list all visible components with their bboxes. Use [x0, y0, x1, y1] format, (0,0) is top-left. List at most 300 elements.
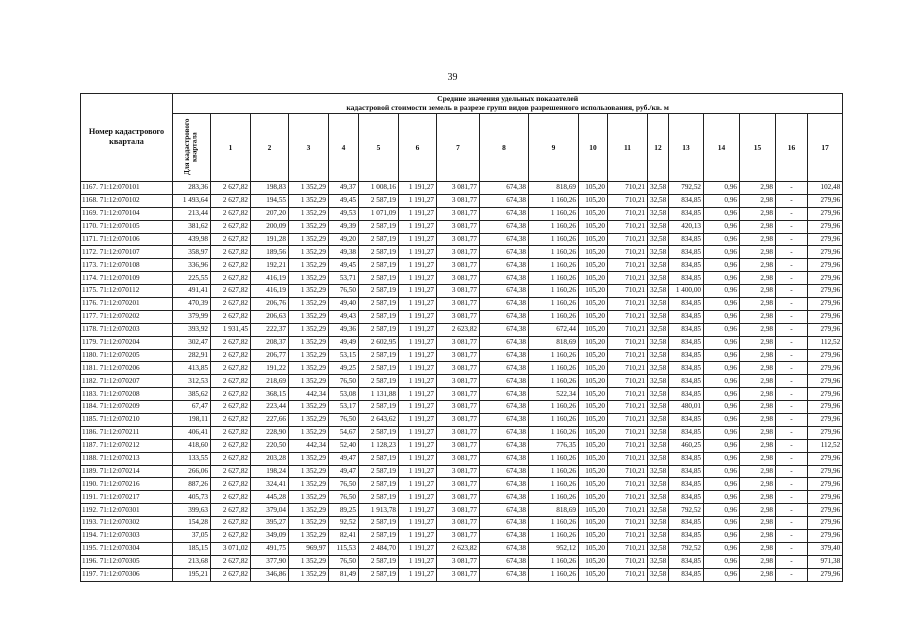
value-cell: - — [776, 517, 808, 530]
value-cell: 207,20 — [251, 207, 289, 220]
table-row — [81, 414, 843, 427]
value-cell: 710,21 — [608, 542, 648, 555]
value-cell: 834,85 — [669, 568, 704, 581]
value-cell: 2 587,19 — [359, 568, 399, 581]
value-cell: 49,36 — [329, 323, 359, 336]
value-cell: 2 627,82 — [211, 452, 251, 465]
value-cell: 834,85 — [669, 555, 704, 568]
value-cell: 0,96 — [704, 530, 740, 543]
value-cell: 3 081,77 — [437, 555, 480, 568]
group-header-14: 14 — [704, 113, 740, 181]
value-cell: 2 627,82 — [211, 246, 251, 259]
value-cell: 2,98 — [740, 246, 776, 259]
value-cell: 2,98 — [740, 426, 776, 439]
value-cell: 279,96 — [808, 246, 843, 259]
value-cell: 3 081,77 — [437, 401, 480, 414]
value-cell: 1 191,27 — [399, 181, 437, 194]
value-cell: 445,28 — [251, 491, 289, 504]
value-cell: 1 160,26 — [529, 272, 579, 285]
value-cell: 279,96 — [808, 362, 843, 375]
value-cell: 105,20 — [579, 181, 608, 194]
table-row — [81, 530, 843, 543]
quarter-cell: 1193. 71:12:070302 — [81, 517, 173, 530]
value-cell: 1 352,29 — [289, 246, 329, 259]
value-cell: 0,96 — [704, 349, 740, 362]
value-cell: 0,96 — [704, 568, 740, 581]
value-cell: 674,38 — [480, 439, 529, 452]
value-cell: 0,96 — [704, 207, 740, 220]
value-cell: 2 587,19 — [359, 297, 399, 310]
value-cell: 1 160,26 — [529, 517, 579, 530]
value-cell: 1 191,27 — [399, 478, 437, 491]
value-cell: 470,39 — [173, 297, 211, 310]
value-cell: 1 160,26 — [529, 259, 579, 272]
value-cell: 674,38 — [480, 220, 529, 233]
value-cell: 834,85 — [669, 452, 704, 465]
value-cell: 92,52 — [329, 517, 359, 530]
value-cell: 2 627,82 — [211, 491, 251, 504]
value-cell: 2 627,82 — [211, 349, 251, 362]
value-cell: 105,20 — [579, 297, 608, 310]
value-cell: 1 191,27 — [399, 336, 437, 349]
value-cell: 32,58 — [648, 517, 669, 530]
value-cell: 491,41 — [173, 285, 211, 298]
value-cell: 279,96 — [808, 426, 843, 439]
value-cell: 674,38 — [480, 530, 529, 543]
value-cell: 969,97 — [289, 542, 329, 555]
value-cell: 228,90 — [251, 426, 289, 439]
value-cell: 185,15 — [173, 542, 211, 555]
value-cell: 3 081,77 — [437, 272, 480, 285]
group-header-17: 17 — [808, 113, 843, 181]
value-cell: 282,91 — [173, 349, 211, 362]
value-cell: 1 352,29 — [289, 401, 329, 414]
value-cell: 223,44 — [251, 401, 289, 414]
quarter-value-header — [173, 113, 211, 181]
value-cell: 2,98 — [740, 530, 776, 543]
quarter-cell: 1167. 71:12:070101 — [81, 181, 173, 194]
value-cell: 393,92 — [173, 323, 211, 336]
value-cell: 674,38 — [480, 207, 529, 220]
quarter-cell: 1182. 71:12:070207 — [81, 375, 173, 388]
table-body — [81, 181, 843, 581]
value-cell: 1 071,09 — [359, 207, 399, 220]
quarter-value-header-text: Для кадастрового квартала — [183, 118, 199, 175]
value-cell: 54,67 — [329, 426, 359, 439]
value-cell: 2 627,82 — [211, 517, 251, 530]
value-cell: 133,55 — [173, 452, 211, 465]
value-cell: 887,26 — [173, 478, 211, 491]
value-cell: 1 352,29 — [289, 349, 329, 362]
value-cell: 834,85 — [669, 310, 704, 323]
value-cell: - — [776, 478, 808, 491]
value-cell: - — [776, 349, 808, 362]
group-header-11: 11 — [608, 113, 648, 181]
value-cell: 2 627,82 — [211, 336, 251, 349]
value-cell: 105,20 — [579, 452, 608, 465]
value-cell: 674,38 — [480, 336, 529, 349]
value-cell: 49,20 — [329, 233, 359, 246]
value-cell: 213,68 — [173, 555, 211, 568]
value-cell: - — [776, 233, 808, 246]
value-cell: - — [776, 426, 808, 439]
group-header-15: 15 — [740, 113, 776, 181]
value-cell: 105,20 — [579, 504, 608, 517]
value-cell: 105,20 — [579, 349, 608, 362]
value-cell: 49,37 — [329, 181, 359, 194]
value-cell: 312,53 — [173, 375, 211, 388]
value-cell: 710,21 — [608, 555, 648, 568]
value-cell: 32,58 — [648, 194, 669, 207]
value-cell: 1 191,27 — [399, 349, 437, 362]
table-row — [81, 310, 843, 323]
value-cell: - — [776, 194, 808, 207]
quarter-cell: 1171. 71:12:070106 — [81, 233, 173, 246]
value-cell: 279,96 — [808, 349, 843, 362]
value-cell: 76,50 — [329, 375, 359, 388]
value-cell: 674,38 — [480, 362, 529, 375]
value-cell: 1 352,29 — [289, 285, 329, 298]
value-cell: 2 623,82 — [437, 323, 480, 336]
value-cell: 385,62 — [173, 388, 211, 401]
value-cell: 1 191,27 — [399, 439, 437, 452]
quarter-cell: 1178. 71:12:070203 — [81, 323, 173, 336]
quarter-cell: 1191. 71:12:070217 — [81, 491, 173, 504]
value-cell: 279,96 — [808, 401, 843, 414]
value-cell: 710,21 — [608, 336, 648, 349]
value-cell: 1 160,26 — [529, 220, 579, 233]
value-cell: 710,21 — [608, 517, 648, 530]
value-cell: 283,36 — [173, 181, 211, 194]
value-cell: 834,85 — [669, 233, 704, 246]
value-cell: 0,96 — [704, 375, 740, 388]
quarter-cell: 1175. 71:12:070112 — [81, 285, 173, 298]
value-cell: 3 081,77 — [437, 181, 480, 194]
value-cell: 32,58 — [648, 297, 669, 310]
value-cell: 81,49 — [329, 568, 359, 581]
value-cell: 32,58 — [648, 439, 669, 452]
quarter-cell: 1185. 71:12:070210 — [81, 414, 173, 427]
value-cell: 32,58 — [648, 310, 669, 323]
value-cell: - — [776, 401, 808, 414]
value-cell: 32,58 — [648, 414, 669, 427]
value-cell: - — [776, 542, 808, 555]
value-cell: 0,96 — [704, 555, 740, 568]
value-cell: 0,96 — [704, 194, 740, 207]
value-cell: 792,52 — [669, 181, 704, 194]
value-cell: 834,85 — [669, 246, 704, 259]
value-cell: 2,98 — [740, 285, 776, 298]
group-header-6: 6 — [399, 113, 437, 181]
value-cell: 1 352,29 — [289, 375, 329, 388]
value-cell: 834,85 — [669, 323, 704, 336]
value-cell: 2,98 — [740, 349, 776, 362]
value-cell: 674,38 — [480, 491, 529, 504]
value-cell: 834,85 — [669, 517, 704, 530]
value-cell: 32,58 — [648, 272, 669, 285]
value-cell: 49,45 — [329, 194, 359, 207]
value-cell: 2 587,19 — [359, 555, 399, 568]
value-cell: 32,58 — [648, 259, 669, 272]
value-cell: 76,50 — [329, 478, 359, 491]
quarter-cell: 1170. 71:12:070105 — [81, 220, 173, 233]
value-cell: 105,20 — [579, 426, 608, 439]
value-cell: 834,85 — [669, 259, 704, 272]
value-cell: 279,96 — [808, 388, 843, 401]
value-cell: 834,85 — [669, 362, 704, 375]
value-cell: 105,20 — [579, 491, 608, 504]
value-cell: 2 627,82 — [211, 207, 251, 220]
value-cell: 3 081,77 — [437, 259, 480, 272]
value-cell: 279,96 — [808, 491, 843, 504]
value-cell: 1 352,29 — [289, 465, 329, 478]
value-cell: 0,96 — [704, 478, 740, 491]
value-cell: 3 081,77 — [437, 297, 480, 310]
value-cell: 2,98 — [740, 220, 776, 233]
value-cell: 154,28 — [173, 517, 211, 530]
value-cell: 2,98 — [740, 478, 776, 491]
value-cell: 1 191,27 — [399, 285, 437, 298]
table-row — [81, 452, 843, 465]
quarter-cell: 1169. 71:12:070104 — [81, 207, 173, 220]
value-cell: 32,58 — [648, 362, 669, 375]
value-cell: 1 131,88 — [359, 388, 399, 401]
value-cell: 1 191,27 — [399, 220, 437, 233]
value-cell: 1 160,26 — [529, 310, 579, 323]
table-row — [81, 491, 843, 504]
value-cell: 1 191,27 — [399, 555, 437, 568]
value-cell: 1 352,29 — [289, 504, 329, 517]
value-cell: 49,39 — [329, 220, 359, 233]
value-cell: 674,38 — [480, 465, 529, 478]
value-cell: - — [776, 439, 808, 452]
value-cell: 710,21 — [608, 478, 648, 491]
value-cell: 2,98 — [740, 272, 776, 285]
value-cell: 420,13 — [669, 220, 704, 233]
value-cell: 1 191,27 — [399, 426, 437, 439]
group-header-8: 8 — [480, 113, 529, 181]
value-cell: - — [776, 491, 808, 504]
value-cell: 0,96 — [704, 272, 740, 285]
value-cell: 2,98 — [740, 465, 776, 478]
value-cell: 52,40 — [329, 439, 359, 452]
value-cell: 2 587,19 — [359, 362, 399, 375]
value-cell: 2 627,82 — [211, 504, 251, 517]
value-cell: 2 627,82 — [211, 414, 251, 427]
value-cell: 674,38 — [480, 478, 529, 491]
value-cell: 1 191,27 — [399, 259, 437, 272]
value-cell: 1 191,27 — [399, 246, 437, 259]
value-cell: 49,40 — [329, 297, 359, 310]
value-cell: 1 352,29 — [289, 259, 329, 272]
value-cell: 834,85 — [669, 426, 704, 439]
value-cell: 49,49 — [329, 336, 359, 349]
value-cell: 53,15 — [329, 349, 359, 362]
table-row — [81, 555, 843, 568]
table-row — [81, 194, 843, 207]
value-cell: 2,98 — [740, 517, 776, 530]
value-cell: 1 191,27 — [399, 375, 437, 388]
value-cell: 834,85 — [669, 465, 704, 478]
value-cell: 105,20 — [579, 465, 608, 478]
value-cell: 1 191,27 — [399, 233, 437, 246]
value-cell: 279,96 — [808, 478, 843, 491]
value-cell: 413,85 — [173, 362, 211, 375]
value-cell: 49,47 — [329, 452, 359, 465]
value-cell: 710,21 — [608, 272, 648, 285]
value-cell: 952,12 — [529, 542, 579, 555]
value-cell: 105,20 — [579, 207, 608, 220]
value-cell: 213,44 — [173, 207, 211, 220]
value-cell: 2 587,19 — [359, 530, 399, 543]
value-cell: 105,20 — [579, 439, 608, 452]
table-row — [81, 323, 843, 336]
value-cell: 37,05 — [173, 530, 211, 543]
value-cell: 1 352,29 — [289, 310, 329, 323]
value-cell: 834,85 — [669, 349, 704, 362]
value-cell: 2,98 — [740, 310, 776, 323]
value-cell: 416,19 — [251, 285, 289, 298]
value-cell: 1 191,27 — [399, 530, 437, 543]
value-cell: 2 627,82 — [211, 530, 251, 543]
value-cell: 2 627,82 — [211, 220, 251, 233]
value-cell: 0,96 — [704, 310, 740, 323]
table-row — [81, 220, 843, 233]
value-cell: 0,96 — [704, 181, 740, 194]
value-cell: 279,96 — [808, 194, 843, 207]
group-header-7: 7 — [437, 113, 480, 181]
value-cell: 0,96 — [704, 517, 740, 530]
value-cell: 0,96 — [704, 323, 740, 336]
table-caption-header — [173, 94, 843, 114]
value-cell: 674,38 — [480, 542, 529, 555]
value-cell: - — [776, 310, 808, 323]
value-cell: 1 913,78 — [359, 504, 399, 517]
quarter-cell: 1174. 71:12:070109 — [81, 272, 173, 285]
value-cell: 1 160,26 — [529, 414, 579, 427]
value-cell: 2,98 — [740, 194, 776, 207]
value-cell: 3 081,77 — [437, 388, 480, 401]
value-cell: 194,55 — [251, 194, 289, 207]
value-cell: 710,21 — [608, 297, 648, 310]
value-cell: 32,58 — [648, 504, 669, 517]
value-cell: 710,21 — [608, 452, 648, 465]
value-cell: 76,50 — [329, 285, 359, 298]
value-cell: 2 587,19 — [359, 233, 399, 246]
quarter-cell: 1197. 71:12:070306 — [81, 568, 173, 581]
value-cell: 1 191,27 — [399, 504, 437, 517]
value-cell: 792,52 — [669, 504, 704, 517]
value-cell: 710,21 — [608, 194, 648, 207]
value-cell: 522,34 — [529, 388, 579, 401]
value-cell: 710,21 — [608, 568, 648, 581]
value-cell: 2,98 — [740, 207, 776, 220]
value-cell: 220,50 — [251, 439, 289, 452]
value-cell: 105,20 — [579, 194, 608, 207]
value-cell: 191,28 — [251, 233, 289, 246]
quarter-cell: 1177. 71:12:070202 — [81, 310, 173, 323]
value-cell: 1 352,29 — [289, 181, 329, 194]
value-cell: 710,21 — [608, 181, 648, 194]
value-cell: 0,96 — [704, 220, 740, 233]
value-cell: 1 160,26 — [529, 233, 579, 246]
value-cell: 818,69 — [529, 181, 579, 194]
value-cell: 672,44 — [529, 323, 579, 336]
value-cell: 1 191,27 — [399, 465, 437, 478]
value-cell: 377,90 — [251, 555, 289, 568]
table-row — [81, 349, 843, 362]
value-cell: 1 191,27 — [399, 323, 437, 336]
value-cell: 2 627,82 — [211, 401, 251, 414]
value-cell: 0,96 — [704, 504, 740, 517]
value-cell: 406,41 — [173, 426, 211, 439]
table-row — [81, 517, 843, 530]
value-cell: 1 352,29 — [289, 297, 329, 310]
value-cell: 710,21 — [608, 465, 648, 478]
value-cell: 674,38 — [480, 272, 529, 285]
value-cell: - — [776, 388, 808, 401]
value-cell: 53,71 — [329, 272, 359, 285]
value-cell: 2 587,19 — [359, 259, 399, 272]
value-cell: 3 081,77 — [437, 233, 480, 246]
value-cell: 1 160,26 — [529, 194, 579, 207]
value-cell: 112,52 — [808, 336, 843, 349]
value-cell: 0,96 — [704, 426, 740, 439]
quarter-cell: 1176. 71:12:070201 — [81, 297, 173, 310]
value-cell: 1 160,26 — [529, 349, 579, 362]
value-cell: 710,21 — [608, 233, 648, 246]
value-cell: 2 627,82 — [211, 310, 251, 323]
value-cell: 2 587,19 — [359, 272, 399, 285]
value-cell: 206,63 — [251, 310, 289, 323]
value-cell: 105,20 — [579, 233, 608, 246]
value-cell: 105,20 — [579, 401, 608, 414]
value-cell: 674,38 — [480, 504, 529, 517]
value-cell: 32,58 — [648, 336, 669, 349]
value-cell: 2 627,82 — [211, 233, 251, 246]
value-cell: 336,96 — [173, 259, 211, 272]
value-cell: 3 081,77 — [437, 246, 480, 259]
value-cell: 3 081,77 — [437, 220, 480, 233]
value-cell: 442,34 — [289, 439, 329, 452]
value-cell: 2,98 — [740, 388, 776, 401]
value-cell: 368,15 — [251, 388, 289, 401]
quarter-cell: 1184. 71:12:070209 — [81, 401, 173, 414]
value-cell: 0,96 — [704, 259, 740, 272]
quarter-cell: 1195. 71:12:070304 — [81, 542, 173, 555]
value-cell: 1 191,27 — [399, 388, 437, 401]
value-cell: 0,96 — [704, 233, 740, 246]
table-row — [81, 259, 843, 272]
value-cell: 2 602,95 — [359, 336, 399, 349]
value-cell: - — [776, 181, 808, 194]
value-cell: 1 352,29 — [289, 323, 329, 336]
quarter-cell: 1183. 71:12:070208 — [81, 388, 173, 401]
value-cell: 710,21 — [608, 246, 648, 259]
quarter-cell: 1186. 71:12:070211 — [81, 426, 173, 439]
value-cell: 818,69 — [529, 336, 579, 349]
value-cell: 2,98 — [740, 362, 776, 375]
table-row — [81, 272, 843, 285]
value-cell: 1 191,27 — [399, 568, 437, 581]
value-cell: 1 191,27 — [399, 491, 437, 504]
value-cell: 2 587,19 — [359, 517, 399, 530]
value-cell: 3 081,77 — [437, 207, 480, 220]
value-cell: 192,21 — [251, 259, 289, 272]
value-cell: 49,45 — [329, 259, 359, 272]
value-cell: 346,86 — [251, 568, 289, 581]
value-cell: 1 352,29 — [289, 478, 329, 491]
